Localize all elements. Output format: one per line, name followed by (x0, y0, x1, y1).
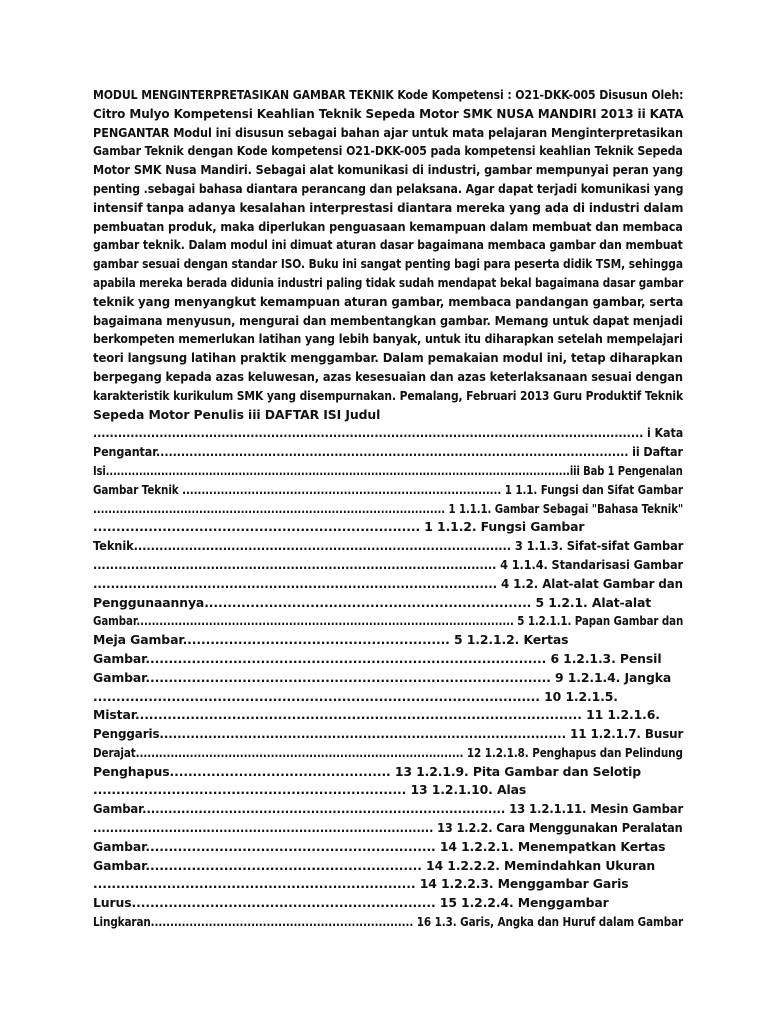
toc-line: .................................................................... 13 1.2.1.10. Alas (93, 782, 527, 798)
intro-line: Motor SMK Nusa Mandiri. Sebagai alat komunikasi di industri, gambar mempunyai peran yang (93, 162, 684, 178)
toc-line: Teknik......................................................................................... 3 1.1.3. Sifat-sifat Gambar (93, 538, 684, 554)
toc-line: Meja Gambar.......................................................... 5 1.2.1.2. Kertas (93, 632, 569, 648)
toc-line: ................................................................................................ 4 1.1.4. Standarisasi Gambar (93, 556, 683, 572)
toc-line: Penghapus................................................ 13 1.2.1.9. Pita Gambar dan Selotip (93, 763, 642, 779)
toc-line: ................................................................................. 13 1.2.2. Cara Menggunakan Peralatan (93, 820, 683, 836)
toc-line: Mistar................................................................................................. 11 1.2.1.6. (93, 707, 660, 723)
intro-line: gambar teknik. Dalam modul ini dimuat aturan dasar bagaimana membaca gambar dan membuat (93, 237, 683, 253)
intro-line: Citro Mulyo Kompetensi Keahlian Teknik Sepeda Motor SMK NUSA MANDIRI 2013 ii KATA (93, 105, 684, 121)
document-page (93, 86, 683, 932)
intro-line: teori langsung latihan praktik menggambar. Dalam pemakaian modul ini, tetap diharapkan (93, 350, 683, 366)
intro-line: PENGANTAR Modul ini disusun sebagai bahan ajar untuk mata pelajaran Menginterpretasikan (93, 124, 683, 140)
toc-line: ................................................................................................. 10 1.2.1.5. (93, 688, 618, 704)
intro-line: apabila mereka berada didunia industri paling tidak sudah mendapat bekal bagaimana dasar gambar (93, 274, 684, 290)
toc-line: ...................................................................... 14 1.2.2.3. Menggambar Garis (93, 876, 629, 892)
toc-line: Pengantar.................................................................................................................. ii Daftar (93, 444, 683, 460)
intro-line: bagaimana menyusun, mengurai dan membentangkan gambar. Memang untuk dapat menjadi (93, 312, 683, 328)
toc-line: Penggunaannya....................................................................... 5 1.2.1. Alat-alat (93, 594, 652, 610)
intro-line: Gambar Teknik dengan Kode kompetensi O21-DKK-005 pada kompetensi keahlian Teknik Sepeda (93, 143, 683, 159)
intro-line: karakteristik kurikulum SMK yang disempurnakan. Pemalang, Februari 2013 Guru Produktif Teknik (93, 387, 683, 403)
intro-paragraph (93, 86, 683, 424)
toc-line: Penggaris............................................................................................ 11 1.2.1.7. Busur (93, 726, 684, 742)
intro-line: gambar sesuai dengan standar ISO. Buku ini sangat penting bagi para peserta didik TSM, sehingga (93, 256, 683, 272)
intro-line: teknik yang menyangkut kemampuan aturan gambar, membaca pandangan gambar, serta (93, 293, 684, 309)
toc-line: Gambar................................................................................................... 5 1.2.1.1. Papan Gambar dan (93, 613, 684, 629)
toc-line: Gambar............................................................ 14 1.2.2.2. Memindahkan Ukuran (93, 857, 656, 873)
toc-line: Isi..............................................................................................................................iii Bab 1 Pengenalan (93, 462, 683, 478)
toc-line: ..................................................................................................................................... i Kata (93, 425, 684, 441)
toc-line: Gambar............................................................... 14 1.2.2.1. Menempatkan Kertas (93, 838, 666, 854)
intro-line: pembuatan produk, maka diperlukan penguasaan kemampuan dalam membuat dan membaca (93, 218, 683, 234)
intro-line: MODUL MENGINTERPRETASIKAN GAMBAR TEKNIK Kode Kompetensi : O21-DKK-005 Disusun Oleh: (93, 87, 684, 102)
toc-line: Gambar.................................................................................... 13 1.2.1.11. Mesin Gambar (93, 801, 684, 817)
toc-line: Gambar....................................................................................... 6 1.2.1.3. Pensil (93, 650, 662, 666)
toc-line: Derajat..................................................................................... 12 1.2.1.8. Penghapus dan Pelindung (93, 744, 683, 760)
intro-line: Sepeda Motor Penulis iii DAFTAR ISI Judul (93, 406, 381, 422)
toc-line: Lingkaran.................................................................... 16 1.3. Garis, Angka dan Huruf dalam Gambar (93, 914, 684, 930)
toc-line: ............................................................................................ 4 1.2. Alat-alat Gambar dan (93, 575, 683, 591)
toc-line: ....................................................................... 1 1.1.2. Fungsi Gambar (93, 519, 585, 535)
table-of-contents (93, 424, 683, 932)
toc-line: Gambar........................................................................................ 9 1.2.1.4. Jangka (93, 669, 672, 685)
toc-line: Gambar Teknik ................................................................................... 1 1.1. Fungsi dan Sifat Gambar (93, 481, 683, 497)
toc-line: Lurus.................................................................. 15 1.2.2.4. Menggambar (93, 895, 609, 911)
intro-line: berkompeten memerlukan latihan yang lebih banyak, untuk itu diharapkan setelah mempelajari (93, 331, 683, 347)
intro-line: intensif tanpa adanya kesalahan interprestasi diantara mereka yang ada di industri dalam (93, 199, 684, 215)
intro-line: berpegang kepada azas keluwesan, azas kesesuaian dan azas keterlaksanaan sesuai dengan (93, 368, 683, 384)
toc-line: ............................................................................................. 1 1.1.1. Gambar Sebagai "Bahasa Teknik" (93, 500, 684, 516)
intro-line: penting .sebagai bahasa diantara perancang dan pelaksana. Agar dapat terjadi komunikasi yang (93, 180, 684, 196)
